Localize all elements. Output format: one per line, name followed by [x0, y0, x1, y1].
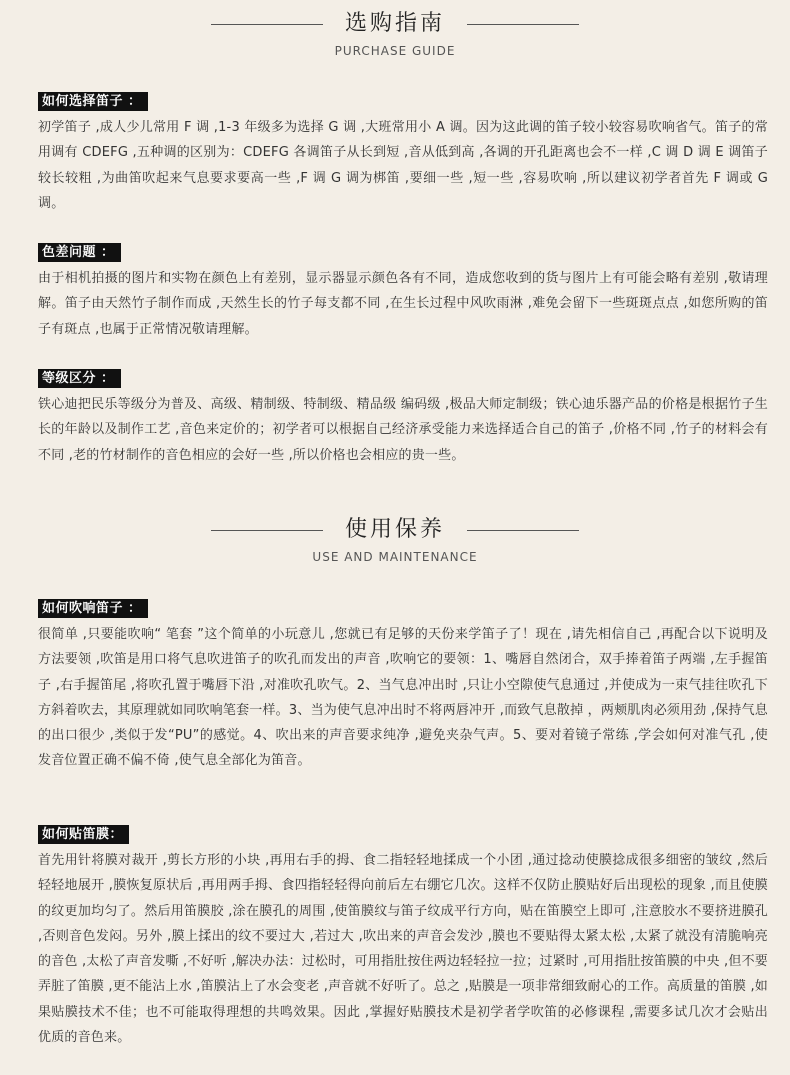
purchase-guide-title: 选购指南 — [344, 11, 445, 36]
section-text: 首先用针将膜对裁开 ,剪长方形的小块 ,再用右手的拇、食二指轻轻地揉成一个小团 ,通过捻动使膜捻成很多细密的皱纹 ,然后轻轻地展开 ,膜恢复原状后 ,再用两手拇、食四指轻轻得向前后左右绷它几次。这样不仅防止膜贴好后出现松的现象 ,而且使膜的纹更加均匀了。然后用笛膜胶 ,涂在膜孔的周围 ,使笛膜纹与笛子纹成平行方向，贴在笛膜空上即可 ,注意胶水不要挤进膜孔 ,否则音色发闷。另外 ,膜上揉出的纹不要过大 ,若过大 ,吹出来的声音会发沙 ,膜也不要贴得太紧太松 ,太紧了就没有清脆响亮的音色 ,太松了声音发嘶 ,不好听 ,解决办法：过松时，可用指肚按住两边轻轻拉一拉；过紧时 ,可用指肚按笛膜的中央 ,但不要弄脏了笛膜 ,更不能沾上水 ,笛膜沾上了水会变老 ,声音就不好听了。总之 ,贴膜是一项非常细致耐心的工作。高质量的笛膜 ,如果贴膜技术不佳；也不可能取得理想的共鸣效果。因此 ,掌握好贴膜技术是初学者学吹笛的必修课程 ,需要多试几次才会贴出优质的音色来。 — [38, 853, 768, 1046]
section-text: 初学笛子 ,成人少儿常用 F 调 ,1-3 年级多为选择 G 调 ,大班常用小 A 调。因为这此调的笛子较小较容易吹响省气。笛子的常用调有 CDEFG ,五种调的区别为：CDEFG 各调笛子从长到短 ,音从低到高 ,各调的开孔距离也会不一样 ,C 调 D 调 E 调笛子较长较粗 ,为曲笛吹起来气息要求要高一些 ,F 调 G 调为梆笛 ,要细一些 ,短一些 ,容易吹响 ,所以建议初学者首先 F 调或 G 调。 — [38, 120, 768, 211]
header-rule-left — [211, 530, 323, 531]
section-text: 由于相机拍摄的图片和实物在颜色上有差别，显示器显示颜色各有不同，造成您收到的货与图片上有可能会略有差别 ,敬请理解。笛子由天然竹子制作而成 ,天然生长的竹子每支都不同 ,在生长过程中风吹雨淋 ,难免会留下一些斑斑点点 ,如您所购的笛子有斑点 ,也属于正常情况敬请理解。 — [38, 271, 768, 337]
section-text: 很简单 ,只要能吹响“ 笔套 ”这个简单的小玩意儿 ,您就已有足够的天份来学笛子了！现在 ,请先相信自己 ,再配合以下说明及方法要领 ,吹笛是用口将气息吹进笛子的吹孔而发出的声音 ,吹响它的要领：1、嘴唇自然闭合，双手捧着笛子两端 ,左手握笛子 ,右手握笛尾 ,将吹孔置于嘴唇下沿 ,对准吹孔吹气。2、当气息冲出时 ,只让小空隙使气息通过 ,并使成为一束气挂往吹孔下方斜着吹去，其原理就如同吹响笔套一样。3、当为使气息冲出时不将两唇冲开 ,而致气息散掉 ，两颊肌肉必须用劲 ,保持气息的出口很少 ,类似于发“PU”的感觉。4、吹出来的声音要求纯净 ,避免夹杂气声。5、要对着镜子常练 ,学会如何对准气孔 ,使发音位置正确不偏不倚 ,使气息全部化为笛音。 — [38, 627, 768, 769]
section-label: 色差问题 ： — [38, 243, 121, 262]
header-rule-right — [467, 530, 579, 531]
section-how-to-blow — [38, 597, 768, 774]
purchase-guide-header — [0, 10, 790, 58]
section-label: 如何选择笛子 ： — [38, 92, 148, 111]
maintenance-header — [0, 516, 790, 564]
header-rule-left — [211, 24, 323, 25]
section-how-to-apply-membrane — [38, 823, 768, 1050]
section-label: 等级区分 ： — [38, 369, 121, 388]
maintenance-subtitle: USE AND MAINTENANCE — [312, 550, 478, 564]
section-choose-flute — [38, 90, 768, 216]
section-label: 如何贴笛膜： — [38, 825, 129, 844]
section-grades — [38, 367, 768, 468]
maintenance-title: 使用保养 — [344, 517, 445, 542]
section-label: 如何吹响笛子 ： — [38, 599, 148, 618]
section-color-difference — [38, 241, 768, 342]
purchase-guide-subtitle: PURCHASE GUIDE — [334, 44, 456, 58]
section-text: 铁心迪把民乐等级分为普及、高级、精制级、特制级、精品级 编码级 ,极品大师定制级；铁心迪乐器产品的价格是根据竹子生长的年龄以及制作工艺 ,音色来定价的；初学者可以根据自己经济承受能力来选择适合自己的笛子 ,价格不同 ,竹子的材料会有不同 ,老的竹材制作的音色相应的会好一些 ,所以价格也会相应的贵一些。 — [38, 397, 768, 463]
header-rule-right — [467, 24, 579, 25]
